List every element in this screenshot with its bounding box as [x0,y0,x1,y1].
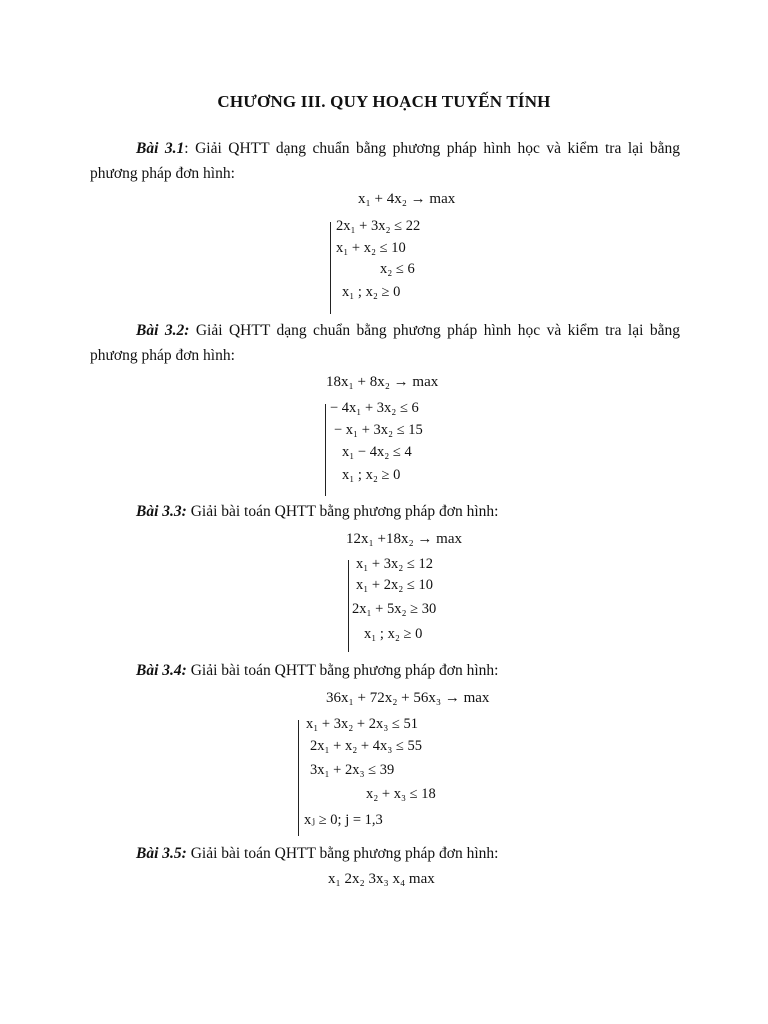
problem-text: : Giải QHTT dạng chuẩn bằng phương pháp hình học và kiểm tra lại bằng phương pháp đơn hình: [90,140,680,182]
problem-3-3 [90,499,680,524]
problem-3-5 [90,841,680,866]
constraint-row: 2x₁ + x₂ + 4x₃ ≤ 55 [310,738,422,754]
constraint-row: 2x₁ + 3x₂ ≤ 22 [336,218,421,234]
constraint-system-3-4 [296,716,486,840]
constraint-row: x₁ ; x₂ ≥ 0 [364,626,423,642]
problem-3-2 [90,318,680,368]
constraint-system-3-3 [346,556,486,656]
brace [325,404,326,496]
problem-label: Bài 3.4: [136,662,187,679]
objective-3-2: 18x₁ + 8x₂ → max [326,374,439,390]
constraint-row: x₁ − 4x₂ ≤ 4 [342,444,412,460]
objective-3-4: 36x₁ + 72x₂ + 56x₃ → max [326,690,490,706]
constraint-row: x₁ + 3x₂ ≤ 12 [356,556,433,572]
constraint-row: − x₁ + 3x₂ ≤ 15 [334,422,423,438]
constraint-row: x₁ + x₂ ≤ 10 [336,240,406,256]
constraint-system-3-2 [322,400,462,500]
objective-3-5: x₁ 2x₂ 3x₃ x₄ max [328,871,435,887]
problem-text: Giải QHTT dạng chuẩn bằng phương pháp hình học và kiểm tra lại bằng phương pháp đơn hình: [90,322,680,364]
chapter-title: CHƯƠNG III. QUY HOẠCH TUYẾN TÍNH [217,92,551,111]
objective-3-1: x₁ + 4x₂ → max [358,191,456,207]
problem-label: Bài 3.3: [136,503,187,520]
brace [298,720,299,836]
problem-3-1 [90,136,680,186]
constraint-row: 2x₁ + 5x₂ ≥ 30 [352,601,437,617]
constraint-row: x₁ + 2x₂ ≤ 10 [356,577,433,593]
constraint-row: − 4x₁ + 3x₂ ≤ 6 [330,400,419,416]
constraint-row: 3x₁ + 2x₃ ≤ 39 [310,762,395,778]
problem-text: Giải bài toán QHTT bằng phương pháp đơn hình: [186,503,499,520]
problem-label: Bài 3.2: [136,322,190,339]
constraint-system-3-1 [328,218,468,318]
constraint-row: x₁ + 3x₂ + 2x₃ ≤ 51 [306,716,418,732]
problem-text: Giải bài toán QHTT bằng phương pháp đơn hình: [186,845,499,862]
constraint-row: xⱼ ≥ 0; j = 1,3 [304,812,383,828]
constraint-row: x₁ ; x₂ ≥ 0 [342,284,401,300]
objective-3-3: 12x₁ +18x₂ → max [346,531,462,547]
constraint-row: x₂ ≤ 6 [380,261,415,277]
problem-label: Bài 3.1 [136,140,185,157]
problem-label: Bài 3.5: [136,845,187,862]
constraint-row: x₁ ; x₂ ≥ 0 [342,467,401,483]
problem-text: Giải bài toán QHTT bằng phương pháp đơn hình: [186,662,499,679]
constraint-row: x₂ + x₃ ≤ 18 [366,786,436,802]
brace [330,222,331,314]
brace [348,560,349,652]
problem-3-4 [90,658,680,683]
